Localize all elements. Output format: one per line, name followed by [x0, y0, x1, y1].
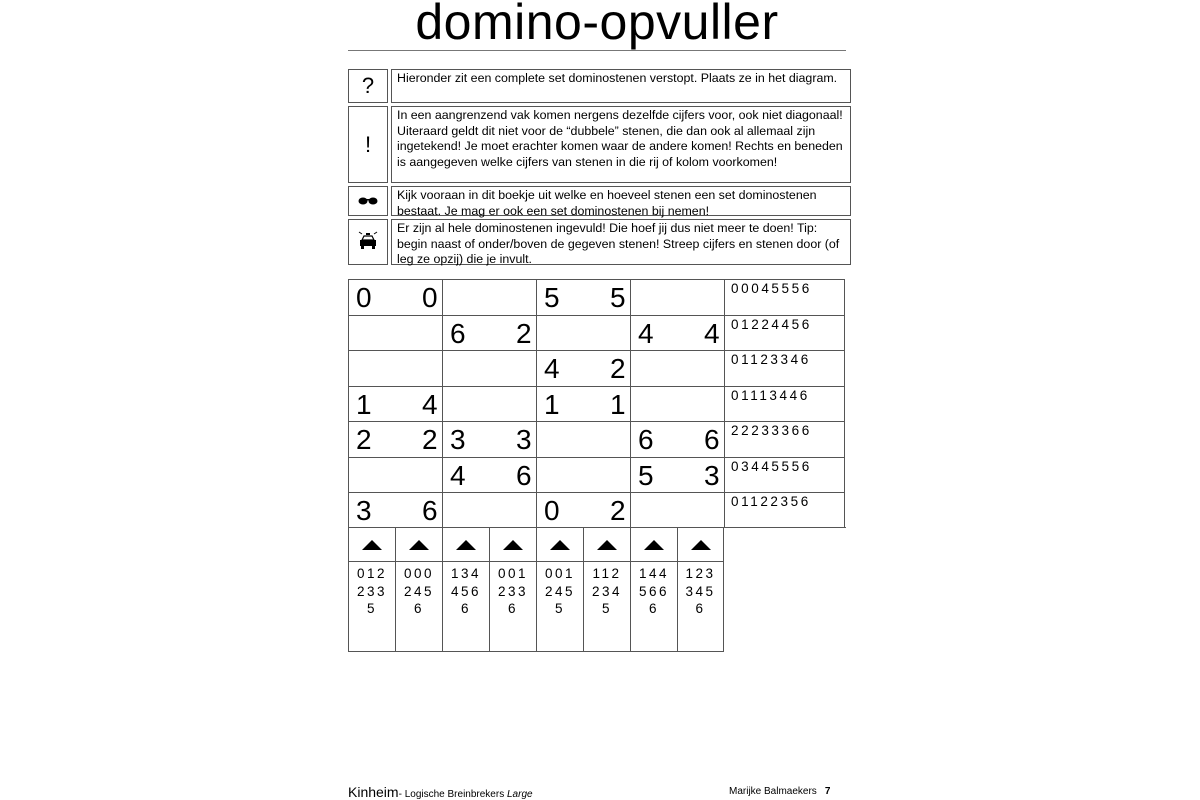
grid-cell[interactable] [536, 279, 583, 315]
grid-cell[interactable] [395, 421, 442, 457]
series-name: - Logische Breinbrekers [398, 789, 507, 800]
column-arrow [442, 528, 489, 562]
cell-digit: 6 [450, 317, 466, 349]
grid-cell[interactable] [677, 457, 724, 493]
cell-digit: 1 [610, 388, 626, 420]
cell-digit: 0 [422, 282, 438, 313]
row-hint: 01123346 [724, 350, 845, 386]
grid-cell[interactable] [442, 421, 489, 457]
grid-cell[interactable] [677, 492, 724, 528]
title-divider [348, 50, 846, 51]
grid-cell[interactable] [395, 457, 442, 493]
cell-digit: 2 [356, 424, 372, 455]
grid-cell[interactable] [536, 350, 583, 386]
column-arrow [489, 528, 536, 562]
grid-cell[interactable] [677, 350, 724, 386]
column-arrow [395, 528, 442, 562]
instruction-row [348, 106, 851, 183]
row-hint: 01113446 [724, 386, 845, 422]
grid-cell[interactable] [583, 492, 630, 528]
instruction-row [348, 69, 851, 103]
up-arrow-icon [597, 540, 617, 550]
grid-cell[interactable] [583, 315, 630, 351]
grid-cell[interactable] [536, 386, 583, 422]
grid-cell[interactable] [442, 492, 489, 528]
cell-digit: 2 [610, 353, 626, 384]
row-hint: 01224456 [724, 315, 845, 351]
page-title: domino-opvuller [415, 0, 779, 50]
cell-digit: 4 [638, 317, 654, 349]
grid-cell[interactable] [489, 279, 536, 315]
cell-digit: 6 [422, 495, 438, 526]
grid-cell[interactable] [630, 279, 677, 315]
grid-cell[interactable] [348, 279, 395, 315]
column-hint: 134 456 6 [442, 562, 489, 652]
cell-digit: 0 [356, 282, 372, 313]
police-car-icon [348, 219, 388, 265]
question-mark-icon: ? [348, 69, 388, 103]
grid-cell[interactable] [442, 457, 489, 493]
exclamation-icon: ! [348, 106, 388, 183]
column-hint: 000 245 6 [395, 562, 442, 652]
cell-digit: 3 [450, 424, 466, 455]
grid-cell[interactable] [630, 350, 677, 386]
cell-digit: 5 [638, 459, 654, 491]
grid-cell[interactable] [677, 421, 724, 457]
grid-cell[interactable] [583, 350, 630, 386]
cell-digit: 4 [422, 388, 438, 420]
row-hint: 01122356 [724, 492, 845, 528]
grid-cell[interactable] [348, 315, 395, 351]
column-hints [348, 528, 724, 652]
column-hint: 112 234 5 [583, 562, 630, 652]
grid-cell[interactable] [536, 492, 583, 528]
column-hint: 123 345 6 [677, 562, 724, 652]
grid-cell[interactable] [489, 457, 536, 493]
grid-cell[interactable] [630, 386, 677, 422]
series-variant: Large [506, 789, 533, 800]
grid-cell[interactable] [395, 350, 442, 386]
instruction-row [348, 186, 851, 216]
column-arrow [536, 528, 583, 562]
grid-cell[interactable] [677, 315, 724, 351]
grid-cell[interactable] [630, 457, 677, 493]
column-hint: 001 233 6 [489, 562, 536, 652]
cell-digit: 6 [638, 424, 654, 455]
up-arrow-icon [362, 540, 382, 550]
cell-digit: 6 [704, 424, 720, 455]
grid-cell[interactable] [348, 386, 395, 422]
grid-cell[interactable] [630, 492, 677, 528]
cell-digit: 5 [610, 282, 626, 313]
instruction-text: Hieronder zit een complete set dominostenen verstopt. Plaats ze in het diagram. [391, 69, 851, 103]
grid-cell[interactable] [630, 315, 677, 351]
grid-cell[interactable] [677, 386, 724, 422]
grid-cell[interactable] [489, 315, 536, 351]
grid-cell[interactable] [395, 279, 442, 315]
grid-cell[interactable] [489, 421, 536, 457]
sunglasses-icon [348, 186, 388, 216]
grid-cell[interactable] [348, 457, 395, 493]
page-number: 7 [824, 786, 831, 797]
grid-cell[interactable] [442, 279, 489, 315]
cell-digit: 3 [516, 424, 532, 455]
grid-cell[interactable] [489, 386, 536, 422]
cell-digit: 0 [544, 495, 560, 526]
up-arrow-icon [644, 540, 664, 550]
row-hint: 03445556 [724, 457, 845, 493]
instruction-text: In een aangrenzend vak komen nergens dezelfde cijfers voor, ook niet diagonaal! Uiteraard geldt dit niet voor de “dubbele” stenen, die dan ook al allemaal zijn ingetekend! Je moet erachter komen waar de andere komen! Rechts en beneden is aangegeven welke cijfers van stenen in die rij of kolom voorkomen! [391, 106, 851, 183]
column-hint: 012 233 5 [348, 562, 395, 652]
grid-cell[interactable] [489, 350, 536, 386]
instruction-text: Er zijn al hele dominostenen ingevuld! Die hoef jij dus niet meer te doen! Tip: begin naast of onder/boven de gegeven stenen! Streep cijfers en stenen door (of leg ze opzij) die je invult. [391, 219, 851, 265]
publisher-brand: Kinheim [348, 784, 399, 800]
instruction-text: Kijk vooraan in dit boekje uit welke en hoeveel stenen een set dominostenen bestaat. Je mag er ook een set dominostenen bij nemen! [391, 186, 851, 216]
instruction-row [348, 219, 851, 265]
grid-cell[interactable] [536, 315, 583, 351]
column-arrow [348, 528, 395, 562]
row-hint: 22233366 [724, 421, 845, 457]
up-arrow-icon [503, 540, 523, 550]
grid-cell[interactable] [348, 421, 395, 457]
column-arrow [677, 528, 724, 562]
cell-digit: 6 [516, 459, 532, 491]
author-name: Marijke Balmaekers [729, 786, 817, 797]
column-hint: 144 566 6 [630, 562, 677, 652]
cell-digit: 5 [544, 282, 560, 313]
footer-author [729, 786, 830, 797]
row-hint: 00045556 [724, 279, 845, 315]
up-arrow-icon [456, 540, 476, 550]
grid-cell[interactable] [583, 279, 630, 315]
grid-cell[interactable] [536, 421, 583, 457]
grid-cell[interactable] [583, 421, 630, 457]
grid-cell[interactable] [395, 492, 442, 528]
up-arrow-icon [691, 540, 711, 550]
grid-cell[interactable] [442, 386, 489, 422]
instructions-panel [348, 69, 851, 268]
column-hint: 001 245 5 [536, 562, 583, 652]
grid-cell[interactable] [677, 279, 724, 315]
grid-cell[interactable] [348, 492, 395, 528]
cell-digit: 3 [356, 495, 372, 526]
cell-digit: 3 [704, 459, 720, 491]
column-arrow [630, 528, 677, 562]
cell-digit: 2 [516, 317, 532, 349]
grid-cell[interactable] [442, 350, 489, 386]
grid-cell[interactable] [395, 315, 442, 351]
grid-cell[interactable] [489, 492, 536, 528]
cell-digit: 2 [422, 424, 438, 455]
grid-cell[interactable] [583, 457, 630, 493]
up-arrow-icon [550, 540, 570, 550]
cell-digit: 4 [450, 459, 466, 491]
grid-cell[interactable] [583, 386, 630, 422]
cell-digit: 2 [610, 495, 626, 526]
cell-digit: 4 [704, 317, 720, 349]
grid-cell[interactable] [395, 386, 442, 422]
domino-grid [348, 279, 845, 528]
grid-cell[interactable] [630, 421, 677, 457]
cell-digit: 4 [544, 353, 560, 384]
grid-border [724, 279, 725, 528]
cell-digit: 1 [356, 388, 372, 420]
grid-cell[interactable] [442, 315, 489, 351]
up-arrow-icon [409, 540, 429, 550]
footer-publisher [348, 784, 533, 800]
grid-cell[interactable] [348, 350, 395, 386]
grid-cell[interactable] [536, 457, 583, 493]
column-arrow [583, 528, 630, 562]
cell-digit: 1 [544, 388, 560, 420]
